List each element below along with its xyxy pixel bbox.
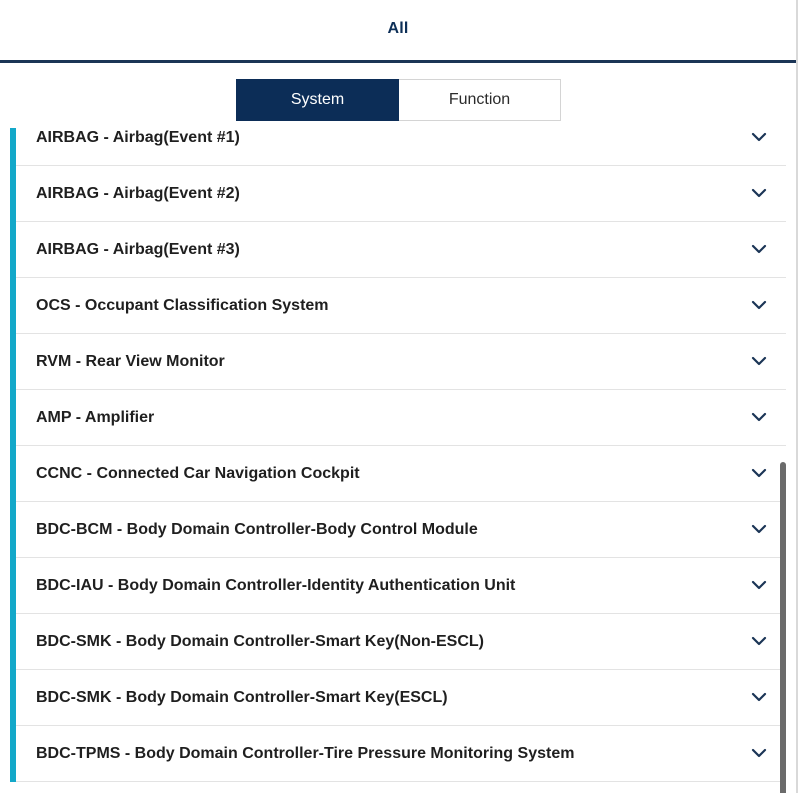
list-item-label: OCS - Occupant Classification System (36, 296, 329, 314)
chevron-down-icon[interactable] (750, 520, 768, 538)
chevron-down-icon[interactable] (750, 688, 768, 706)
chevron-down-icon[interactable] (750, 240, 768, 258)
list-item[interactable] (10, 128, 786, 166)
system-list (10, 128, 786, 782)
view-toggle (236, 79, 561, 121)
chevron-down-icon[interactable] (750, 744, 768, 762)
header-bar (0, 0, 796, 63)
chevron-down-icon[interactable] (750, 576, 768, 594)
tab-all[interactable]: All (387, 20, 409, 37)
list-item[interactable] (10, 222, 786, 278)
list-item[interactable] (10, 390, 786, 446)
chevron-down-icon[interactable] (750, 464, 768, 482)
chevron-down-icon[interactable] (750, 408, 768, 426)
function-toggle-button[interactable]: Function (399, 79, 561, 121)
list-item[interactable] (10, 558, 786, 614)
list-item-label: AIRBAG - Airbag(Event #1) (36, 128, 240, 146)
list-item-label: BDC-SMK - Body Domain Controller-Smart Key(ESCL) (36, 688, 448, 706)
list-item[interactable] (10, 278, 786, 334)
list-item[interactable] (10, 166, 786, 222)
list-item[interactable] (10, 446, 786, 502)
list-item-label: AIRBAG - Airbag(Event #3) (36, 240, 240, 258)
chevron-down-icon[interactable] (750, 632, 768, 650)
list-item-label: RVM - Rear View Monitor (36, 352, 225, 370)
list-item[interactable] (10, 670, 786, 726)
list-item-label: AMP - Amplifier (36, 408, 155, 426)
list-scrollbar-thumb[interactable] (780, 462, 786, 793)
list-item-label: AIRBAG - Airbag(Event #2) (36, 184, 240, 202)
list-item[interactable] (10, 726, 786, 782)
chevron-down-icon[interactable] (750, 296, 768, 314)
chevron-down-icon[interactable] (750, 128, 768, 146)
list-item-label: BDC-TPMS - Body Domain Controller-Tire Pressure Monitoring System (36, 744, 575, 762)
system-list-viewport (0, 128, 796, 793)
chevron-down-icon[interactable] (750, 184, 768, 202)
list-item-label: BDC-IAU - Body Domain Controller-Identity Authentication Unit (36, 576, 516, 594)
list-item-label: BDC-SMK - Body Domain Controller-Smart Key(Non-ESCL) (36, 632, 485, 650)
list-item-label: CCNC - Connected Car Navigation Cockpit (36, 464, 360, 482)
system-toggle-button[interactable]: System (236, 79, 399, 121)
list-item-label: BDC-BCM - Body Domain Controller-Body Control Module (36, 520, 478, 538)
list-item[interactable] (10, 502, 786, 558)
list-item[interactable] (10, 334, 786, 390)
list-item[interactable] (10, 614, 786, 670)
chevron-down-icon[interactable] (750, 352, 768, 370)
